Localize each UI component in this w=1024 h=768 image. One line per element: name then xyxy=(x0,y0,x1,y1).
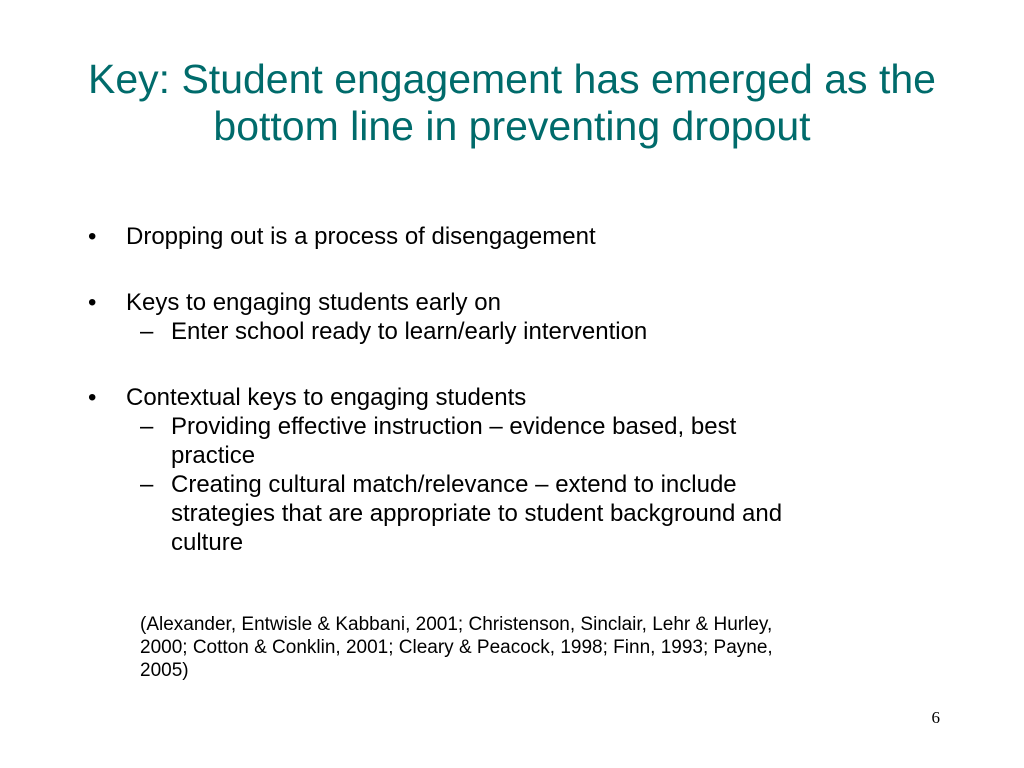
sub-bullet-line: Providing effective instruction – evidence based, best xyxy=(171,413,737,440)
citation-line: 2000; Cotton & Conklin, 2001; Cleary & Peacock, 1998; Finn, 1993; Payne, xyxy=(140,637,773,658)
bullet-list xyxy=(88,222,968,557)
slide-title-line-2: bottom line in preventing dropout xyxy=(213,103,811,149)
spacer xyxy=(88,251,968,288)
sub-bullet-line: practice xyxy=(171,442,256,469)
bullet-dot-icon: • xyxy=(88,289,97,316)
bullet-text: Contextual keys to engaging students xyxy=(126,384,527,411)
slide-title-line-1: Key: Student engagement has emerged as the xyxy=(88,56,936,102)
sub-bullet-item xyxy=(88,412,968,470)
bullet-text: Keys to engaging students early on xyxy=(126,289,501,316)
citation-line: 2005) xyxy=(140,660,189,681)
spacer xyxy=(88,346,968,383)
dash-icon: – xyxy=(140,413,154,440)
slide-number: 6 xyxy=(931,708,940,727)
bullet-item xyxy=(88,383,968,412)
bullet-item xyxy=(88,288,968,317)
bullet-item xyxy=(88,222,968,251)
sub-bullet-item xyxy=(88,470,968,557)
dash-icon: – xyxy=(140,471,154,498)
sub-bullet-line: Enter school ready to learn/early intervention xyxy=(171,318,648,345)
sub-bullet-line: Creating cultural match/relevance – extend to include xyxy=(171,471,737,498)
dash-icon: – xyxy=(140,318,154,345)
citation xyxy=(140,613,940,682)
slide-title xyxy=(30,56,994,150)
sub-bullet-line: culture xyxy=(171,529,244,556)
bullet-dot-icon: • xyxy=(88,223,97,250)
bullet-text: Dropping out is a process of disengagement xyxy=(126,223,596,250)
citation-line: (Alexander, Entwisle & Kabbani, 2001; Christenson, Sinclair, Lehr & Hurley, xyxy=(140,614,773,635)
sub-bullet-item xyxy=(88,317,968,346)
sub-bullet-line: strategies that are appropriate to student background and xyxy=(171,500,783,527)
bullet-dot-icon: • xyxy=(88,384,97,411)
